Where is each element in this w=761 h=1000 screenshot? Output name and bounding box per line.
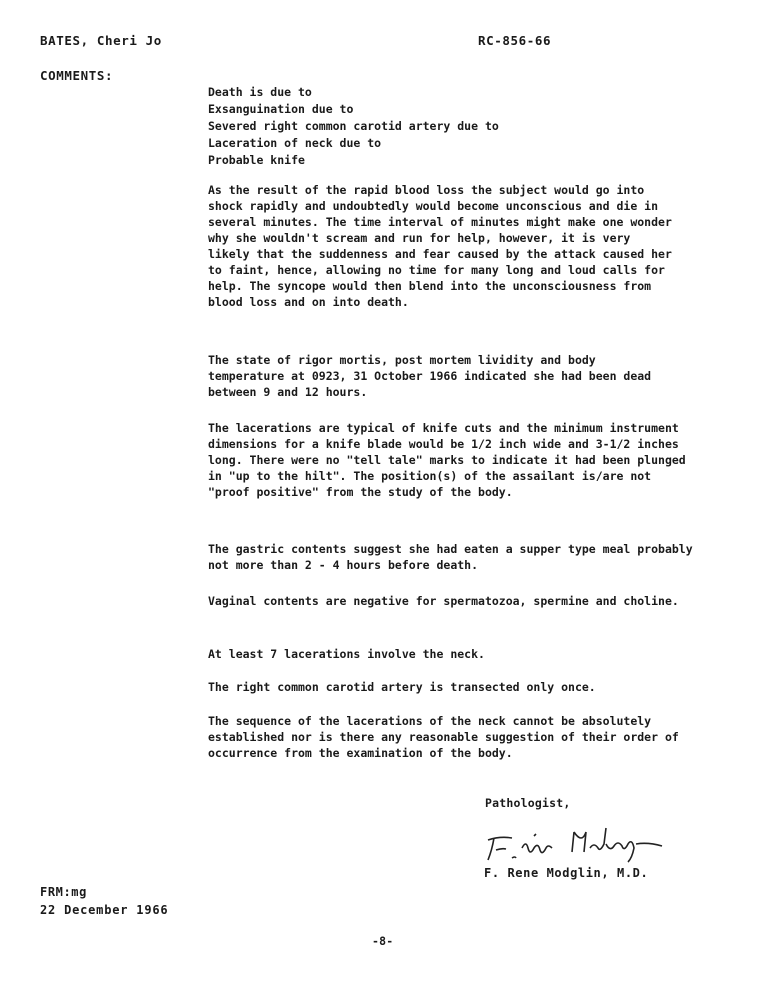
paragraph-text: The sequence of the lacerations of the neck cannot be absolutely established nor is there any reasonable suggestion of their order of occurrence from the examination of the body. — [208, 714, 679, 760]
handwritten-signature — [482, 818, 672, 868]
paragraph-neck-lacerations — [208, 646, 708, 662]
paragraph-text: At least 7 lacerations involve the neck. — [208, 647, 485, 661]
paragraph-rigor-mortis — [208, 352, 660, 400]
cause-line: Exsanguination due to — [208, 102, 354, 116]
page-number: -8- — [372, 934, 394, 948]
paragraph-text: The state of rigor mortis, post mortem lividity and body temperature at 0923, 31 October 1966 indicated she had been dead between 9 and 12 hours. — [208, 353, 652, 399]
paragraph-text: The right common carotid artery is transected only once. — [208, 680, 596, 694]
paragraph-vaginal-contents — [208, 593, 688, 609]
pathologist-name: F. Rene Modglin, M.D. — [484, 866, 649, 880]
cause-of-death-list — [208, 84, 628, 169]
cause-line: Death is due to — [208, 85, 312, 99]
subject-name: BATES, Cheri Jo — [40, 33, 162, 48]
paragraph-lacerations — [208, 420, 686, 500]
cause-line: Severed right common carotid artery due to — [208, 119, 499, 133]
paragraph-carotid — [208, 679, 708, 695]
paragraph-sequence — [208, 713, 708, 761]
paragraph-text: The lacerations are typical of knife cuts and the minimum instrument dimensions for a knife blade would be 1/2 inch wide and 3-1/2 inches long. There were no "tell tale" marks to indicate it had been plunged in "up to the hilt". The position(s) of the assailant is/are not "proof positive" from the study of the body. — [208, 421, 686, 499]
cause-line: Probable knife — [208, 153, 305, 167]
typist-initials: FRM:mg — [40, 885, 87, 899]
paragraph-text: Vaginal contents are negative for spermatozoa, spermine and choline. — [208, 594, 679, 608]
case-number: RC-856-66 — [478, 33, 552, 48]
document-date: 22 December 1966 — [40, 903, 169, 917]
paragraph-blood-loss — [208, 182, 674, 310]
paragraph-gastric-contents — [208, 541, 708, 573]
paragraph-text: As the result of the rapid blood loss the subject would go into shock rapidly and undoubtedly would become unconscious and die in several minutes. The time interval of minutes might make one wonder why she wouldn't scream and run for help, however, it is very likely that the suddenness and fear caused by the attack caused her to faint, hence, allowing no time for many long and loud calls for help. The syncope would then blend into the unconsciousness from blood loss and on into death. — [208, 183, 672, 309]
cause-line: Laceration of neck due to — [208, 136, 382, 150]
paragraph-text: The gastric contents suggest she had eaten a supper type meal probably not more than 2 - 4 hours before death. — [208, 542, 693, 572]
signature-title: Pathologist, — [485, 796, 571, 810]
comments-label: COMMENTS: — [40, 68, 114, 83]
